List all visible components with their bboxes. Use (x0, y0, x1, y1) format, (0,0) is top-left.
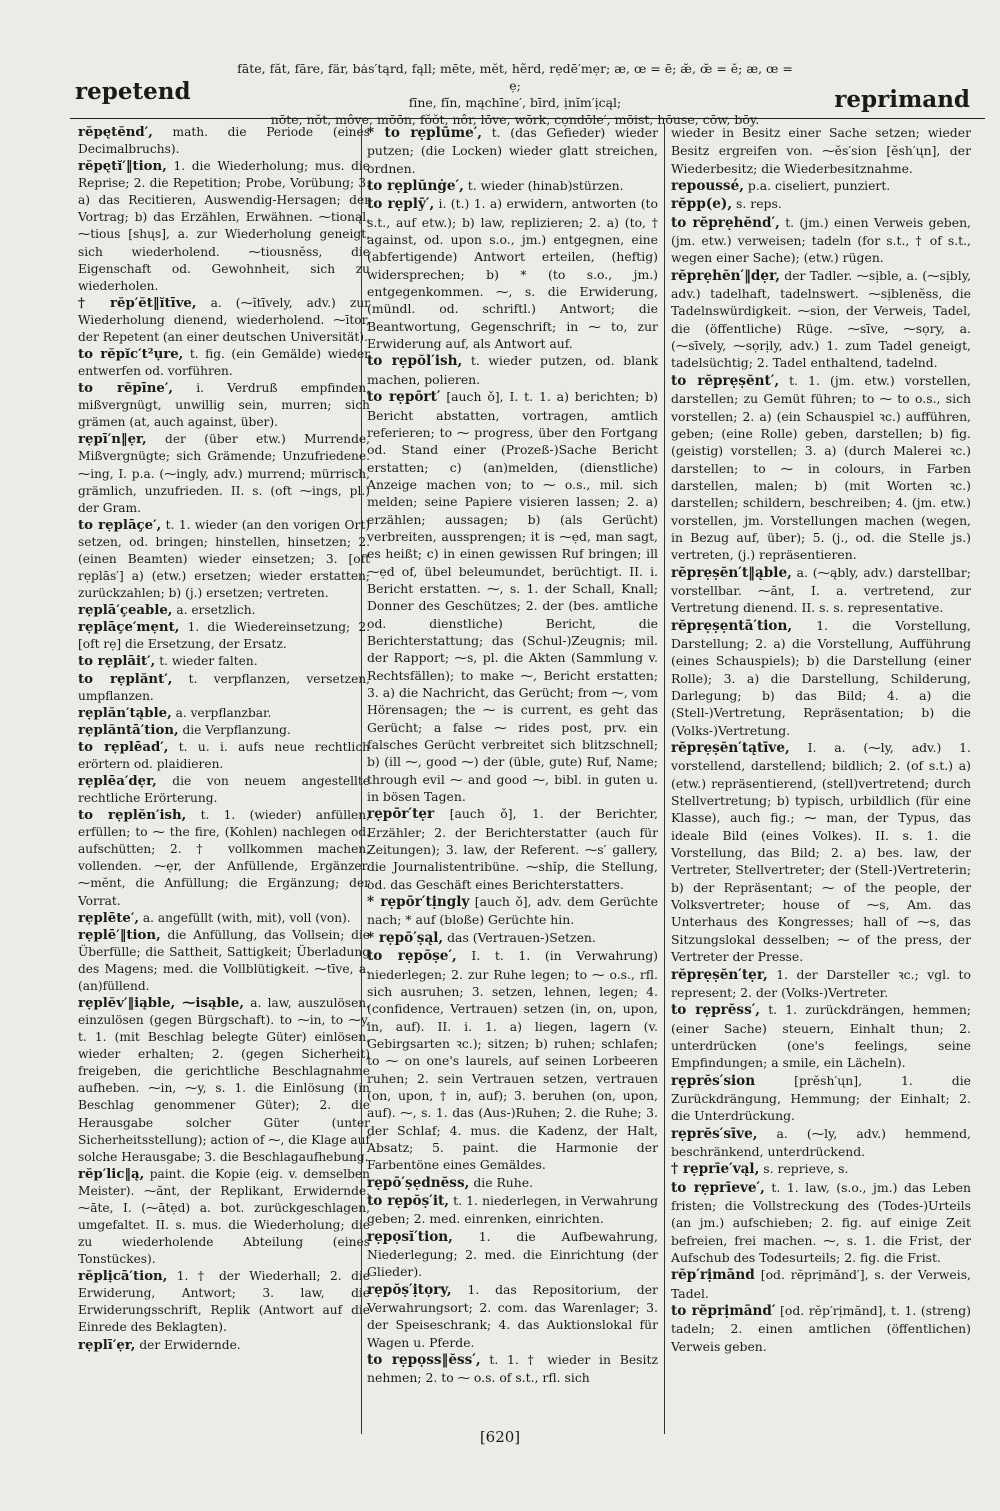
dictionary-entry (78, 995, 370, 1166)
entry-headword: to rẹplĕn′ish, (78, 808, 187, 824)
entry-headword: to rẹplāit′, (78, 654, 156, 670)
dictionary-entry (367, 195, 658, 352)
dictionary-entry (671, 124, 971, 177)
dictionary-entry (671, 267, 971, 372)
entry-definition: 1. der Darsteller ꝛc.; vgl. to represent; 2. der (Volks-)Vertreter. (671, 966, 971, 1000)
entry-headword: rĕpętĭ′‖tion, (78, 159, 167, 175)
column-divider (361, 124, 362, 1434)
dictionary-entry (671, 1125, 971, 1161)
entry-definition: [auch ǒ], 1. der Berichter, Erzähler; 2. der Berichterstatter (auch für Zeitungen); 3. law, der Referent. ⁓s′ gallery, die Journalistentribüne. ⁓shĭp, die Stellung, od. das Geschäft eines Berichterstatters. (367, 806, 658, 892)
entry-definition: a. (⁓ly, adv.) hemmend, beschränkend, unterdrückend. (671, 1125, 971, 1159)
entry-headword: rẹplāçe′mẹnt, (78, 620, 180, 636)
column-3 (671, 124, 971, 1355)
entry-definition: 1. die Vorstellung, Darstellung; 2. a) die Vorstellung, Aufführung (eines Schauspiels); b) die Darstellung (einer Rolle); 3. a) die Darstellung, Schilderung, Darlegung; b) das Bild; 4. a) die (Stell-)Vertretung, Repräsentation; b) die (Volks-)Vertretung. (671, 617, 971, 738)
dictionary-entry (367, 947, 658, 1173)
dictionary-entry (671, 195, 971, 213)
dictionary-entry (367, 1351, 658, 1387)
column-2 (367, 124, 658, 1387)
dictionary-entry (78, 739, 370, 773)
entry-definition: t. verpflanzen, versetzen, umpflanzen. (78, 671, 371, 703)
dictionary-entry (671, 966, 971, 1002)
dictionary-entry (78, 910, 370, 927)
entry-definition: [auch ǒ], I. t. 1. a) berichten; b) Bericht abstatten, vortragen, amtlich referieren; to ⁓ progress, über den Fortgang od. Stand einer (Prozeß-)Sache Bericht erstatten; c) (an)melden, (dienstliche) Anzeige machen von; to ⁓ o.s., mil. sich melden; seine Papiere visieren lassen; 2. a) erzählen; aussagen; b) (als Gerücht) verbreiten, aussprengen; it is ⁓ẹd, man sagt, es heißt; c) in einen gewissen Ruf bringen; ill ⁓ẹd of, übel beleumundet, berüchtigt. II. i. Bericht erstatten. ⁓, s. 1. der Schall, Knall; Donner des Geschützes; 2. der (bes. amtliche od. dienstliche) Bericht, die Berichterstattung; das (Schul-)Zeugnis; mil. der Rapport; ⁓s, pl. die Akten (Sammlung v. Rechtsfällen); to make ⁓, Bericht erstatten; 3. a) die Nachricht, das Gerücht; from ⁓, vom Hörensagen; the ⁓ is current, es geht das Gerücht; a false ⁓ rides post, prv. ein falsches Gerücht verbreitet sich blitzschnell; b) (ill ⁓, good ⁓) der (üble, gute) Ruf, Name; through evil ⁓ and good ⁓, bibl. in guten u. in bösen Tagen. (367, 389, 658, 805)
dictionary-entry (367, 177, 658, 195)
dictionary-entry (367, 893, 658, 929)
entry-headword: to rẹprīeve′, (671, 1179, 765, 1196)
entry-definition: die Verpflanzung. (182, 722, 291, 737)
entry-headword: rẹplăntā′tion, (78, 722, 179, 738)
dictionary-entry (671, 177, 971, 195)
dictionary-entry (367, 352, 658, 388)
entry-headword: rẹprĕs′sīve, (671, 1125, 758, 1142)
entry-headword: rĕpętĕnd′, (78, 125, 153, 140)
entry-headword: to rĕprẹhĕnd′, (671, 214, 780, 231)
entry-definition: a. ersetzlich. (176, 603, 256, 618)
dictionary-entry (78, 380, 370, 431)
entry-definition: t. 1. zurückdrängen, hemmen; (einer Sache) steuern, Einhalt thun; 2. unterdrücken (one's feelings, seine Empfindungen; a smile, ein Lächeln). (671, 1002, 971, 1071)
entry-definition: t. u. i. aufs neue rechtlich erörtern od. plaidieren. (78, 739, 370, 771)
dictionary-entry (671, 1266, 971, 1302)
column-divider (664, 124, 665, 1434)
entry-headword: to rẹpŏl′ish, (367, 353, 463, 370)
entry-definition: a. law, auszulösen, einzulösen (gegen Bürgschaft). to ⁓in, to ⁓y, t. 1. (mit Beschlag belegte Güter) einlösen, wieder erhalten; 2. (gegen Sicherheit) freigeben, die gerichtliche Beschlagnahme aufheben. ⁓in, ⁓y, s. 1. die Einlösung (in Beschlag genommener Güter); 2. die Herausgabe solcher Güter (unter Sicherheitsstellung); action of ⁓, die Klage auf solche Herausgabe; 3. die Beschlagaufhebung. (78, 995, 370, 1164)
entry-headword: to rẹplŭnġe′, (367, 178, 464, 195)
entry-definition: t. fig. (ein Gemälde) wieder entwerfen od. vorführen. (78, 347, 370, 379)
entry-headword: rĕp′rịmānd (671, 1267, 755, 1284)
entry-headword: rĕprẹṣĕn′t‖ąble, (671, 564, 792, 581)
dictionary-entry (367, 1174, 658, 1192)
entry-headword: to rẹprĕss′, (671, 1002, 761, 1019)
entry-definition: I. t. 1. (in Verwahrung) niederlegen; 2. zur Ruhe legen; to ⁓ o.s., rfl. sich ausruhen; 3. setzen, lehnen, legen; 4. (confidence, Vertrauen) setzen (in, on, upon, in, auf). II. i. 1. a) liegen, lagern (v. Gebirgsarten ꝛc.); sitzen; b) ruhen; schlafen; to ⁓ on one's laurels, auf seinen Lorbeeren ruhen; 2. sein Vertrauen setzen, vertrauen (on, upon, † in, auf); 3. beruhen (on, upon, auf). ⁓, s. 1. das (Aus-)Ruhen; 2. die Ruhe; 3. der Schlaf; 4. mus. die Kadenz, der Halt, Absatz; 5. paint. die Harmonie der Farbentöne eines Gemäldes. (367, 948, 658, 1173)
entry-definition: s. reprieve, s. (763, 1161, 849, 1177)
entry-headword: rẹplēte′, (78, 910, 139, 926)
entry-definition: das (Vertrauen-)Setzen. (447, 929, 596, 945)
entry-definition: t. (das Gefieder) wieder putzen; (die Locken) wieder glatt streichen, ordnen. (367, 125, 658, 176)
dictionary-entry (78, 1337, 370, 1354)
dictionary-entry (78, 653, 370, 670)
dictionary-entry (78, 773, 370, 807)
dictionary-entry (78, 602, 370, 619)
entry-headword: to rẹplȳ′, (367, 196, 435, 213)
entry-definition: 1. die Wiedereinsetzung; 2. [oft rẹ] die Ersetzung, der Ersatz. (78, 620, 370, 652)
dictionary-entry (671, 214, 971, 267)
dictionary-entry (367, 1192, 658, 1228)
entry-definition: t. wieder putzen, od. blank machen, polieren. (367, 353, 658, 387)
dictionary-entry (671, 1072, 971, 1125)
dictionary-entry (671, 1001, 971, 1071)
entry-definition: paint. die Kopie (eig. v. demselben Meister). ⁓ănt, der Replikant, Erwidernde. ⁓āte, I. (⁓ātẹd) a. bot. zurückgeschlagen, umgefaltet. II. s. mus. die Wiederholung; die zu wiederholende Abteilung (eines Tonstückes). (78, 1166, 370, 1267)
entry-headword: to rẹplāçe′, (78, 517, 162, 533)
entry-definition: der Tadler. ⁓sịble, a. (⁓sịbly, adv.) tadelhaft, tadelnswert. ⁓sịblenĕss, die Tadelnswürdigkeit. ⁓sion, der Verweis, Tadel, die (öffentliche) Rüge. ⁓sīve, ⁓sọry, a. (⁓sīvely, ⁓sọrịly, adv.) 1. zum Tadel geneigt, tadelsüchtig; 2. Tadel enthaltend, tadelnd. (671, 267, 971, 371)
entry-headword: rĕprẹhĕn′‖dẹr, (671, 267, 780, 284)
dictionary-entry (671, 1160, 971, 1178)
header-rule (70, 118, 985, 119)
entry-definition: 1. das Repositorium, der Verwahrungsort; 2. com. das Warenlager; 3. der Speiseschrank; 4. das Auktionslokal für Wagen u. Pferde. (367, 1281, 658, 1350)
dictionary-entry (367, 1281, 658, 1351)
entry-definition: wieder in Besitz einer Sache setzen; wieder Besitz ergreifen von. ⁓ĕs′sion [ĕsh′ųn], der Wiederbesitz; die Wiederbesitznahme. (671, 125, 971, 176)
entry-definition: i. Verdruß empfinden, mißvergnügt, unwillig sein, murren; sich grämen (at, auch against, über). (78, 381, 370, 430)
pronunciation-line: fāte, făt, fāre, fär, bȧs′tąrd, fąll; mēte, mĕt, hẽrd, rẹdē′mẹr; æ, œ = ē; æ̆, œ̆ = ĕ; æ, œ = ẹ; (237, 61, 793, 93)
dictionary-entry (78, 1166, 370, 1268)
dictionary-entry (78, 431, 370, 516)
entry-headword: rẹpọsĭ′tion, (367, 1228, 453, 1245)
dictionary-entry (78, 124, 370, 158)
entry-definition: [od. rĕprịmănd′], s. der Verweis, Tadel. (671, 1267, 971, 1301)
entry-headword: * rẹpōr′tịngly (367, 894, 470, 911)
entry-headword: rẹpŏṣ′ịtọry, (367, 1281, 452, 1298)
entry-definition: die Anfüllung, das Vollsein; die Überfülle; die Sattheit, Sattigkeit; Überladung des Magens; med. die Vollblütigkeit. ⁓tīve, a. (an)füllend. (78, 927, 370, 993)
entry-definition: p.a. ciseliert, punziert. (747, 178, 891, 194)
entry-definition: i. (t.) 1. a) erwidern, antworten (to s.t., auf etw.); b) law, replizieren; 2. a) (to, † against, od. upon s.o., jm.) entgegnen, eine (abfertigende) Antwort erteilen, (heftig) widersprechen; b) * (to s.o., jm.) entgegenkommen. ⁓, s. die Erwiderung, (mündl. od. schriftl.) Antwort; die Beantwortung, Gegenschrift; in ⁓ to, zur Erwiderung auf, als Antwort auf. (367, 196, 658, 352)
entry-definition: t. wieder (hinab)stürzen. (467, 178, 624, 194)
entry-headword: rĕp′lic‖ą, (78, 1166, 145, 1182)
entry-definition: I. a. (⁓ly, adv.) 1. vorstellend, darstellend; bildlich; 2. (of s.t.) a) (etw.) repräsentierend, (stell)vertretend; durch Stellvertretung; b) typisch, urbildlich (für eine Klasse), auch fig.; ⁓ man, der Typus, das ideale Bild (eines Volkes). II. s. 1. die Vorstellung, das Bild; 2. a) bes. law, der Vertreter, Stellvertreter; der (Stell-)Vertreterin; b) der Repräsentant; ⁓ of the people, der Volksvertreter; house of ⁓s, Am. das Unterhaus des Kongresses; hall of ⁓s, das Sitzungslokal desselben; ⁓ of the press, der Vertreter der Presse. (671, 740, 971, 965)
entry-definition: [prĕsh′ųn], 1. die Zurückdrängung, Hemmung; der Einhalt; 2. die Unterdrückung. (671, 1072, 971, 1124)
entry-headword: rẹplī′ẹr, (78, 1337, 136, 1353)
entry-headword: rĕprẹṣẹntā′tion, (671, 617, 793, 634)
entry-definition: die Ruhe. (473, 1174, 534, 1190)
entry-headword: rĕprẹṣĕn′tątīve, (671, 740, 790, 757)
dictionary-entry (78, 807, 370, 909)
dictionary-entry (78, 517, 370, 602)
entry-definition: t. 1. wieder (an den vorigen Ort) setzen, od. bringen; hinstellen, hinsetzen; 2. (einen Beamten) wieder einsetzen; 3. [oft rẹplās′] a) (etw.) ersetzen; wieder erstatten; zurückzahlen; b) (j.) ersetzen; vertreten. (78, 517, 371, 601)
entry-definition: math. die Periode (eines Decimalbruchs). (78, 125, 370, 157)
dictionary-entry (671, 1179, 971, 1267)
entry-headword: rẹprĕs′sion (671, 1072, 756, 1089)
entry-definition: 1. die Aufbewahrung, Niederlegung; 2. med. die Einrichtung (der Glieder). (367, 1228, 658, 1280)
dictionary-entry (671, 1302, 971, 1355)
entry-headword: rẹplā′çeable, (78, 603, 173, 619)
entry-definition: [od. rĕp′rịmănd], t. 1. (streng) tadeln; 2. einen amtlichen (öffentlichen) Verweis geben. (671, 1303, 971, 1354)
dictionary-entry (367, 388, 658, 805)
entry-definition: t. 1. † wieder in Besitz nehmen; 2. to ⁓ o.s. of s.t., rfl. sich (367, 1352, 658, 1386)
entry-headword: rĕprẹṣĕn′tẹr, (671, 966, 768, 983)
dictionary-entry (367, 1228, 658, 1281)
entry-headword: repoussé, (671, 178, 744, 195)
pronunciation-line: fīne, fĭn, mąchīne′, bīrd, ịnĭm′ịcąl; (408, 95, 622, 110)
dictionary-entry (671, 564, 971, 617)
entry-definition: a. verpflanzbar. (175, 705, 272, 720)
entry-headword: * rẹpō′ṣąl, (367, 929, 444, 946)
dictionary-entry (78, 619, 370, 653)
entry-definition: t. 1. law, (s.o., jm.) das Leben fristen; die Vollstreckung des (Todes-)Urteils (an jm.) aufschieben; 2. fig. auf einige Zeit befreien, frei machen. ⁓, s. 1. die Frist, der Aufschub des Todesurteils; 2. fig. die Frist. (671, 1179, 971, 1265)
entry-definition: t. 1. niederlegen, in Verwahrung geben; 2. med. einrenken, einrichten. (367, 1192, 658, 1227)
entry-headword: to rẹpōṣe′, (367, 948, 457, 965)
entry-definition: 1. die Wiederholung; mus. die Reprise; 2. die Repetition; Probe, Vorübung; 3. a) das Recitieren, Auswendig-Hersagen; der Vortrag; b) das Erzählen, Erwähnen. ⁓tionąl, ⁓tious [shųs], a. zur Wiederholung geneigt, sich wiederholend. ⁓tiousnĕss, die Eigenschaft od. Gewohnheit, sich zu wiederholen. (78, 159, 371, 293)
entry-headword: to rẹplēad′, (78, 739, 169, 755)
right-running-head: reprimand (834, 86, 970, 113)
entry-definition: t. (jm.) einen Verweis geben, (jm. etw.) verweisen; tadeln (for s.t., † of s.t., wegen einer Sache); (etw.) rügen. (671, 214, 971, 266)
entry-definition: der (über etw.) Murrende, Mißvergnügte; sich Grämende; Unzufriedene. ⁓ing, I. p.a. (⁓ingly, adv.) murrend; mürrisch, grämlich, unzufrieden. II. s. (oft ⁓ings, pl.) der Gram. (78, 432, 370, 515)
entry-headword: rẹpī′n‖ẹr, (78, 432, 147, 448)
dictionary-entry (78, 158, 370, 295)
entry-headword: rẹplē′‖tion, (78, 927, 161, 943)
dictionary-entry (78, 346, 370, 380)
dictionary-entry (78, 705, 370, 722)
dictionary-entry (78, 1268, 370, 1336)
entry-definition: s. reps. (736, 196, 782, 212)
dictionary-entry (671, 372, 971, 564)
dictionary-entry (367, 124, 658, 177)
entry-headword: rẹpōr′tẹr (367, 806, 435, 823)
left-running-head: repetend (75, 78, 191, 105)
entry-definition: t. wieder falten. (159, 654, 258, 669)
entry-headword: to rẹpọss‖ĕss′, (367, 1352, 481, 1369)
entry-headword: to rĕpīne′, (78, 381, 173, 397)
entry-headword: to rẹplănt′, (78, 671, 173, 687)
entry-headword: † rĕp′ĕt‖ĭtīve, (78, 295, 197, 311)
dictionary-entry (367, 805, 658, 893)
entry-headword: rẹpō′ṣẹdnĕss, (367, 1174, 470, 1191)
entry-headword: to rĕprẹṣĕnt′, (671, 372, 780, 389)
entry-headword: to rĕpĭc′t²ụre, (78, 347, 184, 363)
dictionary-entry (78, 927, 370, 995)
entry-definition: a. (⁓ĭtīvely, adv.) zur Wiederholung dienend, wiederholend. ⁓ītor, der Repetent (an einer deutschen Universität). (78, 295, 370, 344)
entry-headword: rẹplēa′dẹr, (78, 773, 157, 789)
dictionary-entry (367, 929, 658, 947)
column-1 (78, 124, 370, 1354)
entry-definition: 1. † der Wiederhall; 2. die Erwiderung, Antwort; 3. law, die Erwiderungsschrift, Replik (Antwort auf die Einrede des Beklagten). (78, 1269, 370, 1335)
entry-definition: a. angefüllt (with, mit), voll (von). (142, 910, 351, 925)
entry-definition: a. (⁓ąbly, adv.) darstellbar; vorstellbar. ⁓ănt, I. a. vertretend, zur Vertretung dienend. II. s. s. representative. (671, 564, 971, 616)
pronunciation-line: nōte, nŏt, môve, mōōn, fŏŏt, nôr, lōve, wōrk, cọndōle′, mōist, hōuse, cōw, bōy. (270, 112, 760, 127)
page-number: [620] (479, 1428, 521, 1446)
entry-definition: t. 1. (jm. etw.) vorstellen, darstellen; zu Gemüt führen; to ⁓ to o.s., sich vorstellen; 2. a) (ein Schauspiel ꝛc.) aufführen, geben; (eine Rolle) geben, darstellen; b) fig. (geistig) vorstellen; 3. a) (durch Malerei ꝛc.) darstellen; to ⁓ in colours, in Farben darstellen, malen; b) (mit Worten ꝛc.) darstellen; schildern, beschreiben; 4. (jm. etw.) vorstellen, jm. Vorstellungen machen (wegen, in Bezug auf, über); 5. (j., od. die Stelle js.) vertreten, (j.) repräsentieren. (671, 372, 971, 563)
entry-headword: to rẹpŏṣ′it, (367, 1192, 450, 1209)
entry-headword: to rẹpōrt′ (367, 389, 441, 406)
dictionary-entry (78, 722, 370, 739)
entry-headword: to rĕprịmānd′ (671, 1303, 776, 1320)
entry-headword: * to rẹplūme′, (367, 125, 483, 141)
dictionary-entry (671, 617, 971, 739)
entry-definition: die von neuem angestellte rechtliche Erörterung. (78, 773, 371, 806)
entry-headword: rẹplăn′tąble, (78, 705, 172, 721)
entry-headword: rẹplĕv′‖iąble, ⁓isąble, (78, 995, 244, 1011)
entry-headword: rĕplịcā′tion, (78, 1269, 168, 1285)
dictionary-entry (671, 739, 971, 965)
dictionary-entry (78, 295, 370, 346)
entry-definition: der Erwidernde. (139, 1337, 241, 1352)
entry-definition: t. 1. (wieder) anfüllen, erfüllen; to ⁓ the fire, (Kohlen) nachlegen od. aufschütten; 2. † vollkommen machen, vollenden. ⁓ẹr, der Anfüllende, Ergänzer. ⁓mĕnt, die Anfüllung; die Ergänzung; der Vorrat. (78, 808, 370, 908)
dictionary-entry (78, 671, 370, 705)
entry-definition: [auch ǒ], adv. dem Gerüchte nach; * auf (bloße) Gerüchte hin. (367, 894, 658, 928)
entry-headword: rĕpp(e), (671, 196, 733, 213)
entry-headword: † rẹprīe′vąl, (671, 1161, 760, 1178)
